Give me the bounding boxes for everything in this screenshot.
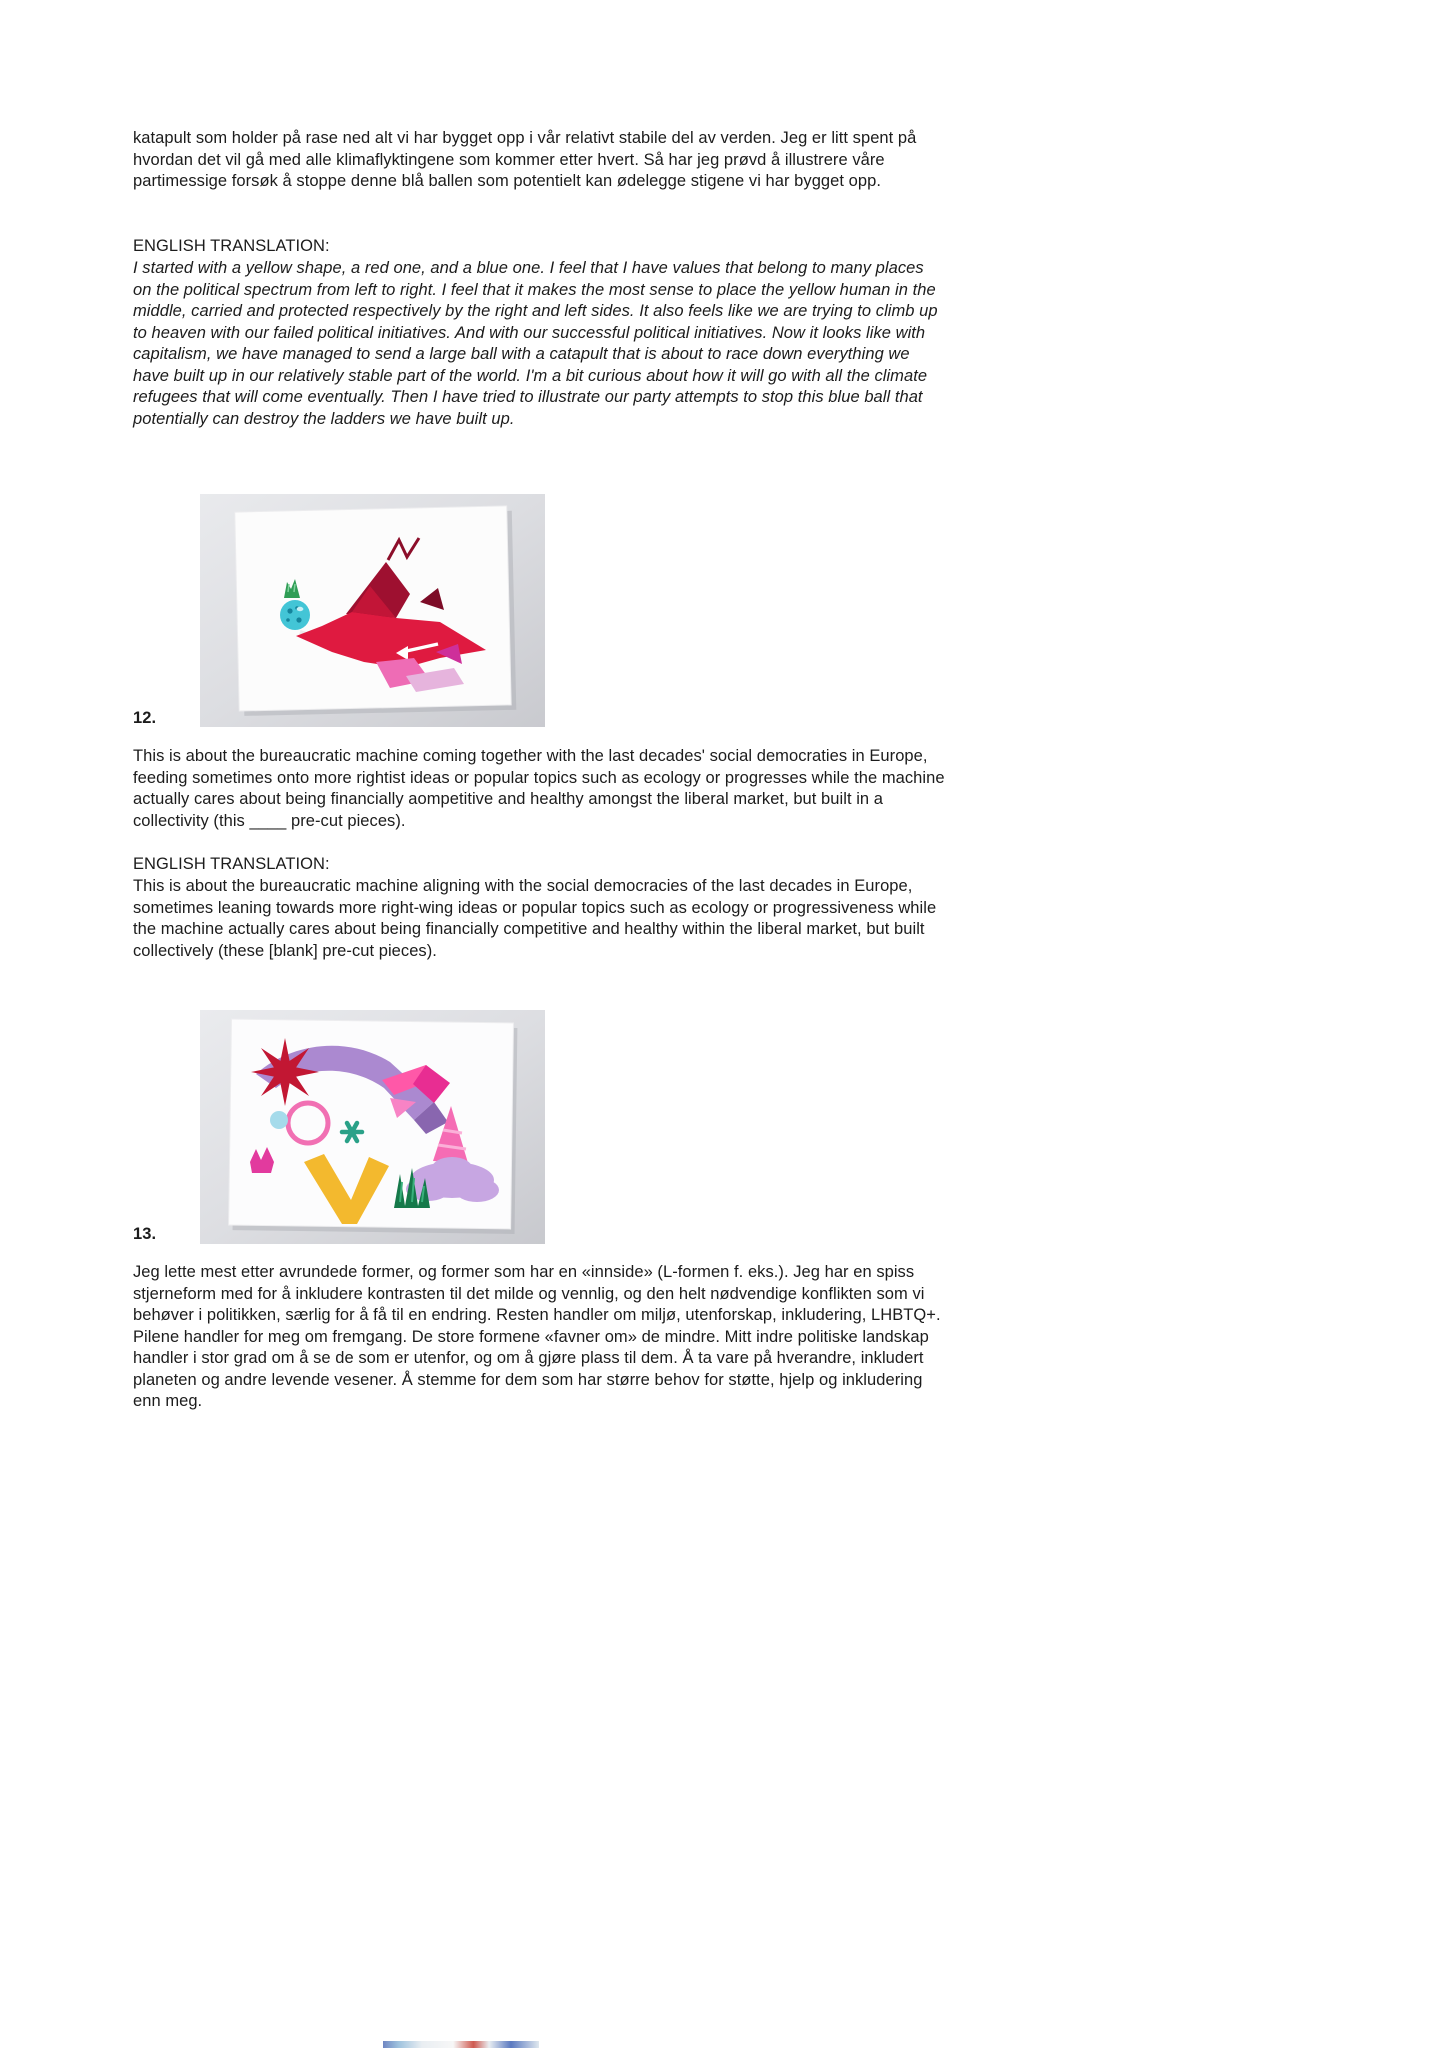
next-page-image-sliver: [383, 2041, 539, 2048]
artwork-photo-2: [200, 1010, 545, 1244]
translation-label-item11: ENGLISH TRANSLATION:: [133, 237, 330, 255]
teal-ball-shape: [280, 600, 310, 630]
blue-dot-shape: [270, 1111, 288, 1129]
paragraph-item11-english: I started with a yellow shape, a red one, and a blue one. I feel that I have values that belong to many places on the political spectrum from left to right. I feel that it makes the most sense to place the yellow human in the middle, carried and protected respectively by the right and left sides. It also feels like we are trying to climb up to heaven with our failed political initiatives. And with our successful political initiatives. Now it looks like with capitalism, we have managed to send a large ball with a catapult that is about to race down everything we have built up in our relatively stable part of the world. I'm a bit curious about how it will go with all the climate refugees that will come eventually. Then I have tried to illustrate our party attempts to stop this blue ball that potentially can destroy the ladders we have built up.: [133, 259, 943, 428]
paragraph-item13-norwegian: Jeg lette mest etter avrundede former, og former som har en «innside» (L-formen f. eks.). Jeg har en spiss stjerneform med for å inkludere kontrasten til det milde og vennlig, og den helt nødvendige konflikten som vi behøver i politikken, særlig for å få til en endring. Resten handler om miljø, utenforskap, inkludering, LHBTQ+. Pilene handler for meg om fremgang. De store formene «favner om» de mindre. Mitt indre politiske landskap handler i stor grad om å se de som er utenfor, og om å gjøre plass til dem. Å ta vare på hverandre, inkludert planeten og andre levende vesener. Å stemme for dem som har større behov for støtte, hjelp og inkludering enn meg.: [133, 1263, 946, 1410]
translation-label-item12: ENGLISH TRANSLATION:: [133, 855, 330, 873]
artwork-2-illustration: [200, 1010, 545, 1244]
artwork-photo-1: [200, 494, 545, 727]
artwork-1-illustration: [200, 494, 545, 727]
item13-number: 13.: [133, 1225, 157, 1243]
crimson-starburst-shape: [251, 1038, 319, 1106]
paragraph-item12: This is about the bureaucratic machine coming together with the last decades' social democraties in Europe, feeding sometimes onto more rightist ideas or popular topics such as ecology or progresses while the machine actually cares about being financially aompetitive and healthy amongst the liberal market, but built in a collectivity (this ____ pre-cut pieces).: [133, 747, 950, 830]
paragraph-item11-norwegian: katapult som holder på rase ned alt vi har bygget opp i vår relativt stabile del av verden. Jeg er litt spent på hvordan det vil gå med alle klimaflyktingene som kommer etter hvert. Så har jeg prøvd å illustrere våre partimessige forsøk å stoppe denne blå ballen som potentielt kan ødelegge stigene vi har bygget opp.: [133, 129, 922, 190]
item12-number: 12.: [133, 709, 157, 727]
paragraph-item12-english: This is about the bureaucratic machine aligning with the social democracies of the last decades in Europe, sometimes leaning towards more right-wing ideas or popular topics such as ecology or progressiveness while the machine actually cares about being financially competitive and healthy within the liberal market, but built collectively (these [blank] pre-cut pieces).: [133, 877, 941, 960]
